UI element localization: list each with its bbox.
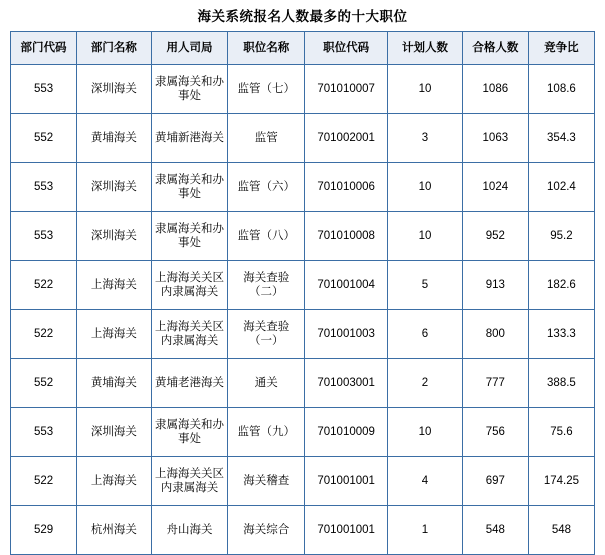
cell-employing-bureau: 隶属海关和办事处 xyxy=(151,65,228,114)
cell-planned-count: 10 xyxy=(388,408,463,457)
cell-qualified-count: 1086 xyxy=(462,65,528,114)
cell-qualified-count: 1024 xyxy=(462,163,528,212)
cell-department-name: 黄埔海关 xyxy=(77,359,152,408)
cell-competition-ratio: 75.6 xyxy=(528,408,594,457)
cell-position-name: 海关查验（二） xyxy=(228,261,305,310)
cell-employing-bureau: 隶属海关和办事处 xyxy=(151,163,228,212)
cell-employing-bureau: 隶属海关和办事处 xyxy=(151,212,228,261)
cell-planned-count: 1 xyxy=(388,506,463,555)
cell-department-code: 522 xyxy=(11,261,77,310)
cell-position-name: 监管 xyxy=(228,114,305,163)
cell-planned-count: 5 xyxy=(388,261,463,310)
table-row xyxy=(11,212,595,261)
table-row xyxy=(11,163,595,212)
cell-department-name: 深圳海关 xyxy=(77,163,152,212)
cell-position-name: 监管（九） xyxy=(228,408,305,457)
cell-position-name: 监管（八） xyxy=(228,212,305,261)
cell-position-code: 701001003 xyxy=(305,310,388,359)
cell-position-code: 701010008 xyxy=(305,212,388,261)
cell-employing-bureau: 上海海关关区内隶属海关 xyxy=(151,457,228,506)
cell-department-code: 553 xyxy=(11,65,77,114)
cell-planned-count: 6 xyxy=(388,310,463,359)
table-row xyxy=(11,359,595,408)
cell-qualified-count: 1063 xyxy=(462,114,528,163)
page-title: 海关系统报名人数最多的十大职位 xyxy=(197,9,408,24)
cell-position-name: 海关稽查 xyxy=(228,457,305,506)
cell-department-name: 上海海关 xyxy=(77,261,152,310)
table-row xyxy=(11,114,595,163)
cell-department-code: 522 xyxy=(11,457,77,506)
cell-department-name: 深圳海关 xyxy=(77,65,152,114)
cell-position-code: 701001001 xyxy=(305,506,388,555)
table-row xyxy=(11,65,595,114)
cell-department-name: 杭州海关 xyxy=(77,506,152,555)
cell-employing-bureau: 黄埔老港海关 xyxy=(151,359,228,408)
cell-department-name: 上海海关 xyxy=(77,310,152,359)
cell-position-name: 海关综合 xyxy=(228,506,305,555)
column-header-position-code: 职位代码 xyxy=(305,32,388,65)
customs-positions-table xyxy=(10,31,595,555)
cell-competition-ratio: 388.5 xyxy=(528,359,594,408)
cell-competition-ratio: 95.2 xyxy=(528,212,594,261)
cell-planned-count: 2 xyxy=(388,359,463,408)
cell-position-code: 701010007 xyxy=(305,65,388,114)
table-row xyxy=(11,506,595,555)
table-row xyxy=(11,310,595,359)
cell-competition-ratio: 133.3 xyxy=(528,310,594,359)
column-header-planned-count: 计划人数 xyxy=(388,32,463,65)
column-header-competition-ratio: 竞争比 xyxy=(528,32,594,65)
cell-qualified-count: 697 xyxy=(462,457,528,506)
cell-competition-ratio: 102.4 xyxy=(528,163,594,212)
cell-position-code: 701001001 xyxy=(305,457,388,506)
cell-qualified-count: 800 xyxy=(462,310,528,359)
cell-employing-bureau: 隶属海关和办事处 xyxy=(151,408,228,457)
cell-position-code: 701010009 xyxy=(305,408,388,457)
cell-department-code: 552 xyxy=(11,114,77,163)
cell-qualified-count: 952 xyxy=(462,212,528,261)
cell-position-name: 监管（六） xyxy=(228,163,305,212)
cell-employing-bureau: 上海海关关区内隶属海关 xyxy=(151,261,228,310)
cell-department-name: 黄埔海关 xyxy=(77,114,152,163)
cell-competition-ratio: 108.6 xyxy=(528,65,594,114)
cell-position-name: 通关 xyxy=(228,359,305,408)
cell-qualified-count: 548 xyxy=(462,506,528,555)
cell-employing-bureau: 黄埔新港海关 xyxy=(151,114,228,163)
cell-planned-count: 3 xyxy=(388,114,463,163)
cell-planned-count: 10 xyxy=(388,163,463,212)
cell-employing-bureau: 上海海关关区内隶属海关 xyxy=(151,310,228,359)
cell-competition-ratio: 174.25 xyxy=(528,457,594,506)
cell-position-name: 监管（七） xyxy=(228,65,305,114)
cell-department-code: 553 xyxy=(11,212,77,261)
cell-position-name: 海关查验（一） xyxy=(228,310,305,359)
cell-department-code: 553 xyxy=(11,163,77,212)
cell-qualified-count: 913 xyxy=(462,261,528,310)
cell-planned-count: 4 xyxy=(388,457,463,506)
table-body xyxy=(11,65,595,555)
cell-competition-ratio: 182.6 xyxy=(528,261,594,310)
cell-department-name: 深圳海关 xyxy=(77,212,152,261)
table-header-row xyxy=(11,32,595,65)
column-header-qualified-count: 合格人数 xyxy=(462,32,528,65)
cell-position-code: 701001004 xyxy=(305,261,388,310)
cell-department-name: 上海海关 xyxy=(77,457,152,506)
cell-department-code: 522 xyxy=(11,310,77,359)
column-header-position-name: 职位名称 xyxy=(228,32,305,65)
cell-department-code: 529 xyxy=(11,506,77,555)
cell-department-name: 深圳海关 xyxy=(77,408,152,457)
cell-competition-ratio: 548 xyxy=(528,506,594,555)
table-row xyxy=(11,261,595,310)
column-header-department-name: 部门名称 xyxy=(77,32,152,65)
cell-position-code: 701010006 xyxy=(305,163,388,212)
cell-planned-count: 10 xyxy=(388,65,463,114)
cell-employing-bureau: 舟山海关 xyxy=(151,506,228,555)
cell-qualified-count: 777 xyxy=(462,359,528,408)
cell-qualified-count: 756 xyxy=(462,408,528,457)
cell-position-code: 701002001 xyxy=(305,114,388,163)
cell-competition-ratio: 354.3 xyxy=(528,114,594,163)
column-header-employing-bureau: 用人司局 xyxy=(151,32,228,65)
table-row xyxy=(11,408,595,457)
cell-department-code: 552 xyxy=(11,359,77,408)
cell-planned-count: 10 xyxy=(388,212,463,261)
table-row xyxy=(11,457,595,506)
cell-position-code: 701003001 xyxy=(305,359,388,408)
cell-department-code: 553 xyxy=(11,408,77,457)
column-header-department-code: 部门代码 xyxy=(11,32,77,65)
